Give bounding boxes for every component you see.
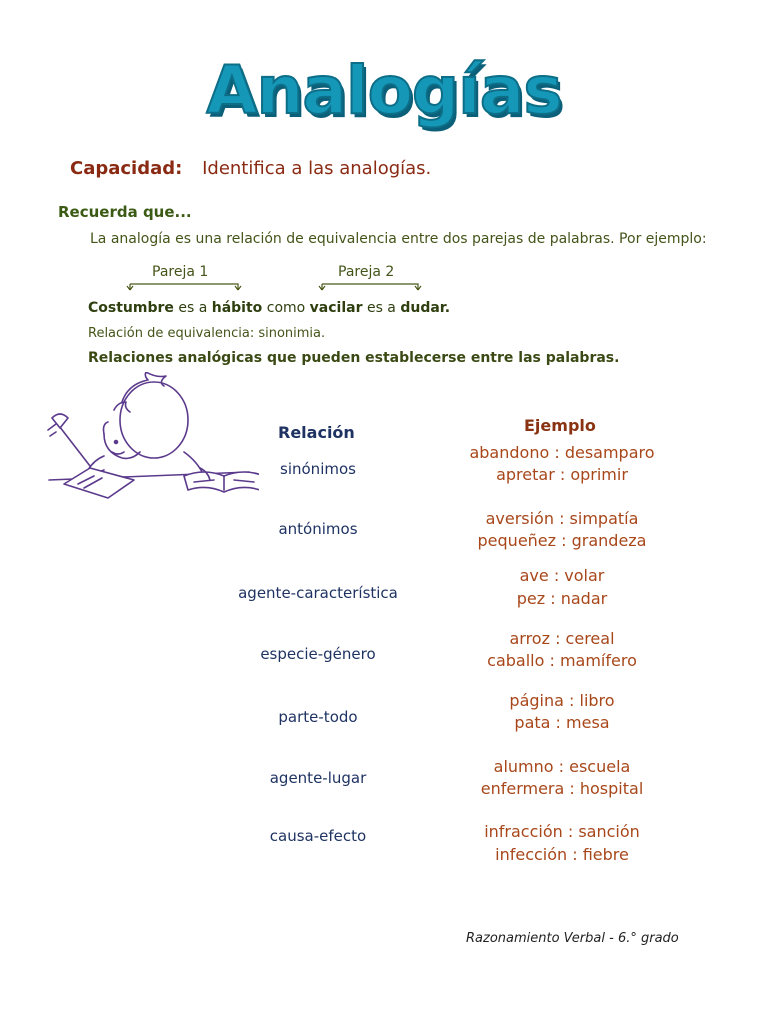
footer-text: Razonamiento Verbal - 6.° grado	[466, 931, 679, 946]
relacion-item: causa-efecto	[269, 827, 367, 845]
ejemplo-line: pequeñez : grandeza	[477, 531, 647, 550]
recuerda-heading: Recuerda que...	[58, 203, 192, 221]
relacion-item: agente-característica	[238, 584, 398, 602]
ejemplo-line: pata : mesa	[514, 713, 610, 732]
ejemplo-sentence	[88, 300, 450, 316]
ejemplo-header: Ejemplo	[524, 416, 596, 435]
ejemplo-line: ave : volar	[519, 566, 605, 585]
capacidad-text: Identifica a las analogías.	[202, 158, 432, 179]
ejemplo-connector-1: es a	[178, 300, 208, 316]
ejemplo-connector-3: es a	[366, 300, 396, 316]
ejemplo-line: página : libro	[509, 691, 615, 710]
ejemplo-line: aversión : simpatía	[485, 509, 639, 528]
relacion-header: Relación	[278, 423, 355, 442]
ejemplo-line: caballo : mamífero	[487, 651, 637, 670]
pareja2-label: Pareja 2	[338, 264, 395, 280]
ejemplo-line: arroz : cereal	[509, 629, 615, 648]
ejemplo-line: enfermera : hospital	[480, 779, 644, 798]
definition-text: La analogía es una relación de equivalencia entre dos parejas de palabras. Por ejemplo:	[90, 231, 707, 247]
ejemplo-line: infección : fiebre	[495, 845, 629, 864]
relacion-item: especie-género	[260, 645, 376, 663]
ejemplo-line: abandono : desamparo	[469, 443, 655, 462]
relacion-equivalencia: Relación de equivalencia: sinonimia.	[88, 326, 326, 341]
ejemplo-connector-2: como	[266, 300, 306, 316]
capacidad-row	[70, 158, 431, 179]
ejemplo-word-4: dudar.	[400, 300, 451, 316]
ejemplo-line: infracción : sanción	[484, 822, 640, 841]
ejemplo-line: pez : nadar	[516, 589, 608, 608]
ejemplo-line: apretar : oprimir	[496, 465, 628, 484]
ejemplo-word-1: Costumbre	[88, 300, 174, 316]
ejemplo-word-2: hábito	[211, 300, 263, 316]
relaciones-text: Relaciones analógicas que pueden establecerse entre las palabras.	[88, 350, 620, 366]
student-writing-illustration	[44, 372, 259, 512]
relacion-item: agente-lugar	[269, 769, 367, 787]
relacion-item: parte-todo	[278, 708, 358, 726]
page-title: Analogías	[206, 52, 562, 129]
relacion-item: antónimos	[278, 520, 358, 538]
ejemplo-word-3: vacilar	[309, 300, 363, 316]
pareja1-bracket	[130, 284, 238, 290]
pareja2-bracket	[322, 284, 418, 290]
relacion-item: sinónimos	[280, 460, 356, 478]
ejemplo-line: alumno : escuela	[493, 757, 631, 776]
capacidad-label: Capacidad:	[70, 158, 183, 179]
pareja1-label: Pareja 1	[152, 264, 209, 280]
